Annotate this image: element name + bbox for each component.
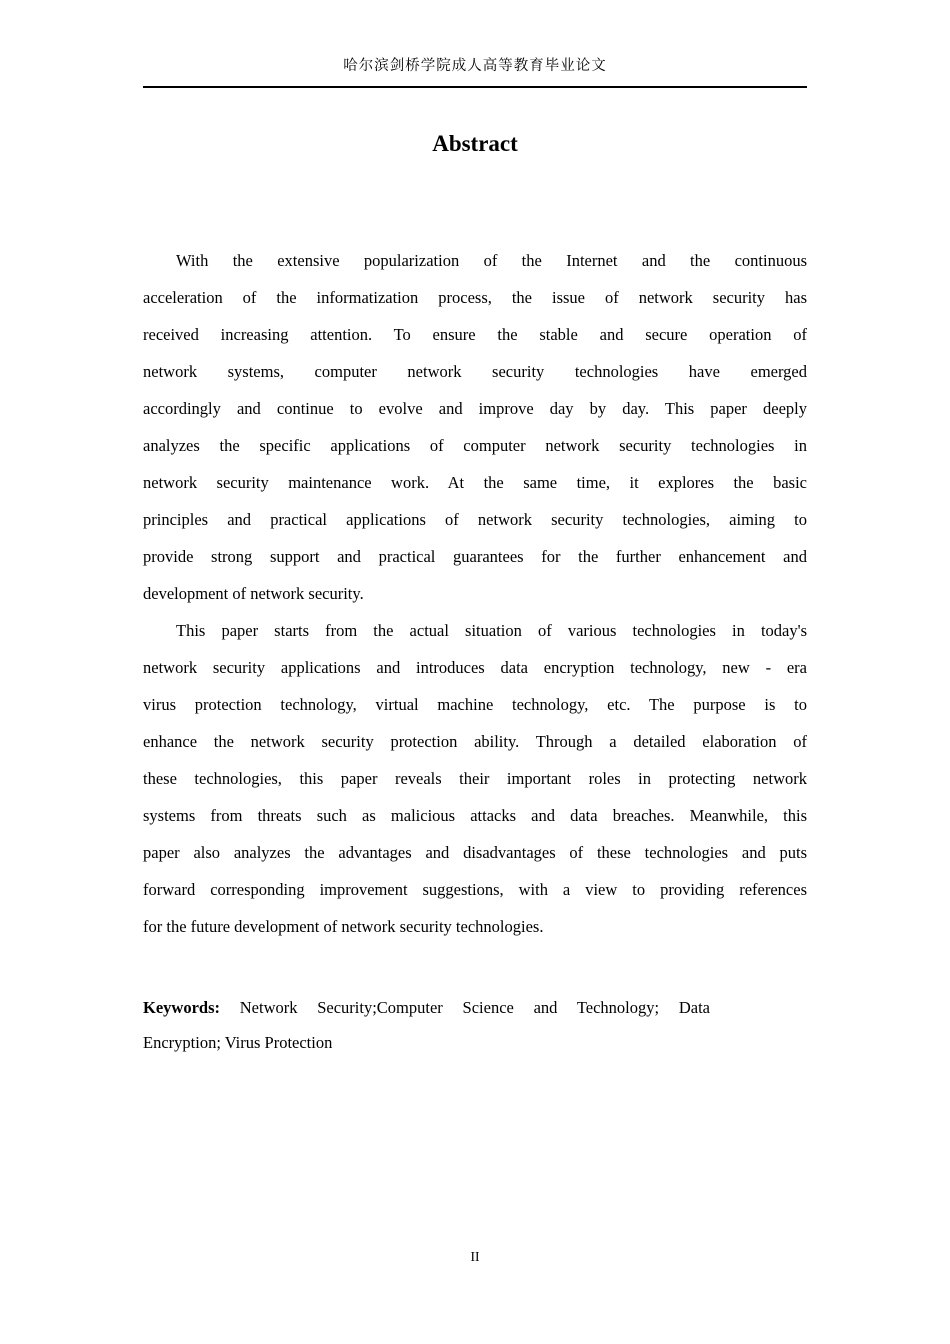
text-line: With the extensive popularization of the Internet and the continuous xyxy=(176,251,807,270)
paragraph-1 xyxy=(143,242,807,612)
page-header xyxy=(143,0,807,88)
keywords-line-2: Encryption; Virus Protection xyxy=(143,1033,333,1052)
text-line: provide strong support and practical guarantees for the further enhancement and xyxy=(143,547,807,566)
text-line: development of network security. xyxy=(143,584,364,603)
text-line: network security maintenance work. At the same time, it explores the basic xyxy=(143,473,807,492)
running-head: 哈尔滨剑桥学院成人高等教育毕业论文 xyxy=(343,58,607,74)
page-title: Abstract xyxy=(432,131,518,156)
keywords-line-1 xyxy=(143,990,710,1025)
text-line: principles and practical applications of network security technologies, aiming to xyxy=(143,510,807,529)
page-footer xyxy=(0,1247,950,1267)
text-line: network systems, computer network security technologies have emerged xyxy=(143,362,807,381)
text-line: acceleration of the informatization process, the issue of network security has xyxy=(143,288,807,307)
text-line: enhance the network security protection ability. Through a detailed elaboration of xyxy=(143,732,807,751)
keywords-block xyxy=(143,990,807,1060)
keywords-text: Network Security;Computer Science and Technology; Data xyxy=(239,998,710,1017)
paragraph-2 xyxy=(143,612,807,945)
page-number: II xyxy=(470,1249,480,1264)
text-line: these technologies, this paper reveals their important roles in protecting network xyxy=(143,769,807,788)
text-line: analyzes the specific applications of computer network security technologies in xyxy=(143,436,807,455)
text-line: virus protection technology, virtual machine technology, etc. The purpose is to xyxy=(143,695,807,714)
header-rule xyxy=(143,86,807,88)
text-line: forward corresponding improvement suggestions, with a view to providing references xyxy=(143,880,807,899)
text-line: network security applications and introduces data encryption technology, new - era xyxy=(143,658,807,677)
text-line: systems from threats such as malicious attacks and data breaches. Meanwhile, this xyxy=(143,806,807,825)
text-line: paper also analyzes the advantages and disadvantages of these technologies and puts xyxy=(143,843,807,862)
text-line: for the future development of network security technologies. xyxy=(143,917,544,936)
text-line: This paper starts from the actual situation of various technologies in today's xyxy=(176,621,807,640)
abstract-body xyxy=(143,242,807,1060)
text-line: received increasing attention. To ensure the stable and secure operation of xyxy=(143,325,807,344)
text-line: accordingly and continue to evolve and improve day by day. This paper deeply xyxy=(143,399,807,418)
keywords-label: Keywords: xyxy=(143,998,220,1017)
